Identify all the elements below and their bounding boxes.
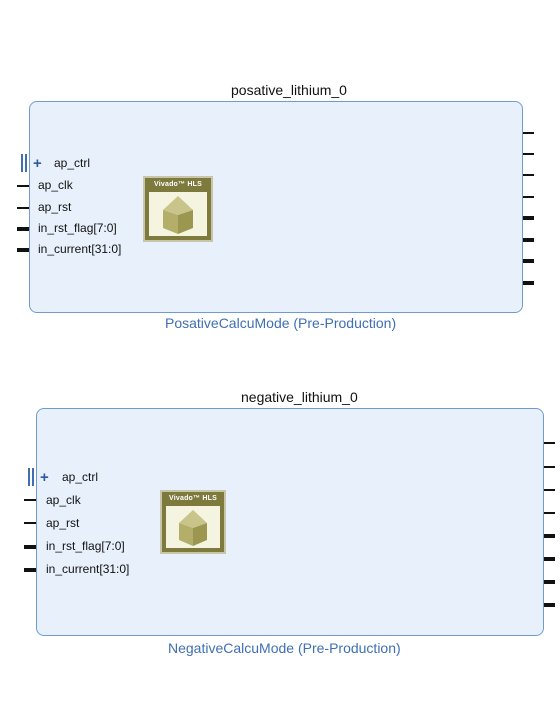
instance-name: posative_lithium_0 xyxy=(231,82,347,98)
pin-stub xyxy=(544,512,555,514)
bus-stub xyxy=(523,259,534,263)
pin-stub xyxy=(17,185,29,187)
pin-in-current[interactable]: in_current[31:0] xyxy=(38,242,122,256)
module-label: PosativeCalcuMode (Pre-Production) xyxy=(165,315,397,331)
pin-stub xyxy=(544,442,555,444)
pin-stub xyxy=(544,466,555,468)
pin-stub xyxy=(17,207,29,209)
bus-stub xyxy=(523,238,534,242)
pin-ap-rst[interactable]: ap_rst xyxy=(38,200,72,214)
bus-stub xyxy=(544,603,555,607)
pin-ap-ctrl[interactable]: ap_ctrl xyxy=(54,156,91,170)
bus-stub xyxy=(24,545,36,549)
ip-block-body[interactable] xyxy=(29,101,523,313)
vivado-hls-logo-icon xyxy=(143,176,213,242)
vivado-hls-logo-icon xyxy=(160,490,226,554)
pin-ap-clk[interactable]: ap_clk xyxy=(46,493,81,507)
bus-stub xyxy=(544,557,555,561)
logo-tile xyxy=(149,192,207,236)
ip-block-body[interactable] xyxy=(36,408,544,636)
bus-stub xyxy=(523,281,534,285)
plus-icon[interactable]: + xyxy=(40,469,49,486)
module-label: NegativeCalcuMode (Pre-Production) xyxy=(168,640,401,656)
pin-ap-rst[interactable]: ap_rst xyxy=(46,516,80,530)
plus-icon[interactable]: + xyxy=(33,155,42,172)
bus-stub xyxy=(17,248,29,252)
logo-text: Vivado™ HLS xyxy=(169,495,217,502)
pin-stub xyxy=(523,174,534,176)
pin-stub xyxy=(523,132,534,134)
pin-stub xyxy=(24,522,36,524)
interface-bundle-icon xyxy=(21,154,23,172)
pin-stub xyxy=(544,489,555,491)
interface-bundle-icon xyxy=(28,468,30,486)
bus-stub xyxy=(17,227,29,231)
pin-in-rst-flag[interactable]: in_rst_flag[7:0] xyxy=(38,221,117,235)
logo-text: Vivado™ HLS xyxy=(154,181,202,188)
logo-tile xyxy=(166,506,220,548)
pin-stub xyxy=(523,196,534,198)
pin-in-current[interactable]: in_current[31:0] xyxy=(46,562,130,576)
bus-stub xyxy=(544,580,555,584)
logo-mark-icon xyxy=(166,506,220,550)
pin-ap-ctrl[interactable]: ap_ctrl xyxy=(62,470,99,484)
interface-bundle-icon xyxy=(25,154,27,172)
bus-stub xyxy=(544,534,555,538)
pin-stub xyxy=(523,153,534,155)
bus-stub xyxy=(24,568,36,572)
interface-bundle-icon xyxy=(32,468,34,486)
logo-mark-icon xyxy=(149,192,207,238)
pin-in-rst-flag[interactable]: in_rst_flag[7:0] xyxy=(46,539,125,553)
bus-stub xyxy=(523,216,534,220)
pin-ap-clk[interactable]: ap_clk xyxy=(38,178,73,192)
instance-name: negative_lithium_0 xyxy=(241,389,358,405)
pin-stub xyxy=(24,499,36,501)
